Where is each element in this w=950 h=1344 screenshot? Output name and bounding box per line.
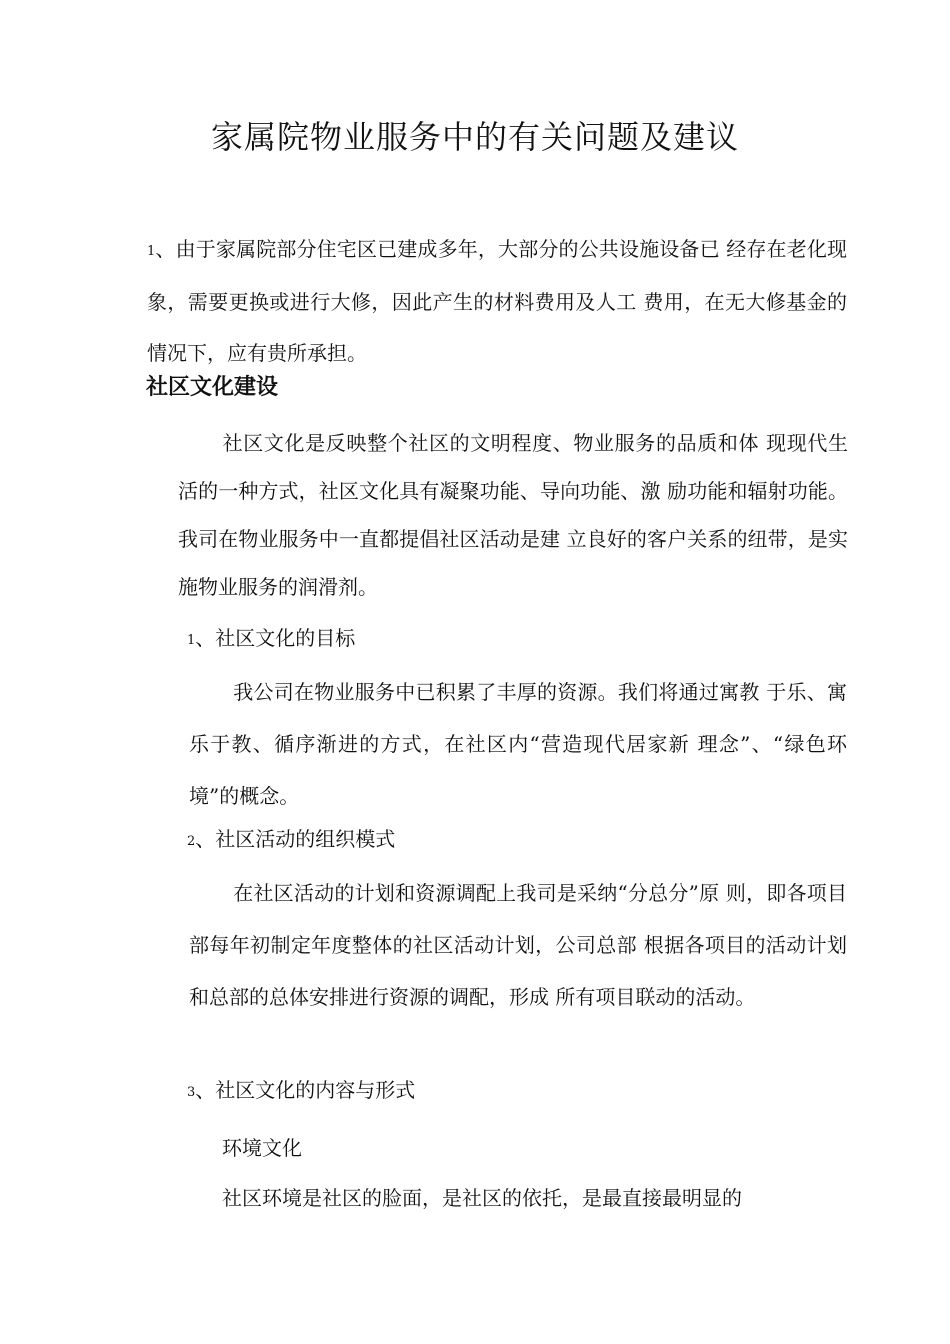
intro-paragraph [178,419,848,611]
subsection-1-title: 、社区文化的目标 [195,626,356,650]
subsection-3-number: 3 [187,1085,196,1100]
subsection-1-body [189,666,847,822]
subsection-2-body [189,867,847,1023]
environment-heading: 环境文化 [222,1136,302,1160]
section-heading: 社区文化建设 [146,374,279,400]
subsection-1-number: 1 [187,633,196,648]
subsection-1-heading [187,622,355,651]
document-title: 家属院物业服务中的有关问题及建议 [210,118,739,156]
subsection-2-number: 2 [187,834,196,849]
subsection-3-heading [187,1074,415,1103]
item-1-text: 、由于家属院部分住宅区已建成多年，大部分的公共设施设备已 经存在老化现象，需要更换或进行大修，因此产生的材料费用及人工 费用，在无大修基金的情况下，应有贵所承担。 [147,237,847,365]
subsection-3-title: 、社区文化的内容与形式 [195,1078,416,1102]
subsection-1-text: 我公司在物业服务中已积累了丰厚的资源。我们将通过寓教 于乐、寓乐于教、循序渐进的方式，在社区内“营造现代居家新 理念”、“绿色环境”的概念。 [189,680,847,808]
environment-paragraph: 社区环境是社区的脸面，是社区的依托，是最直接最明显的 [222,1186,742,1210]
subsection-2-text: 在社区活动的计划和资源调配上我司是采纳“分总分”原 则，即各项目部每年初制定年度整体的社区活动计划，公司总部 根据各项目的活动计划和总部的总体安排进行资源的调配，形成 所有项目联动的活动。 [189,881,847,1009]
intro-text: 社区文化是反映整个社区的文明程度、物业服务的品质和体 现现代生活的一种方式，社区文化具有凝聚功能、导向功能、激 励功能和辐射功能。我司在物业服务中一直都提倡社区活动是建 立良好的客户关系的纽带，是实施物业服务的润滑剂。 [178,431,848,599]
subsection-2-heading [187,823,395,852]
item-1-paragraph [147,224,847,379]
subsection-2-title: 、社区活动的组织模式 [195,827,396,851]
item-1-number: 1 [147,244,156,259]
